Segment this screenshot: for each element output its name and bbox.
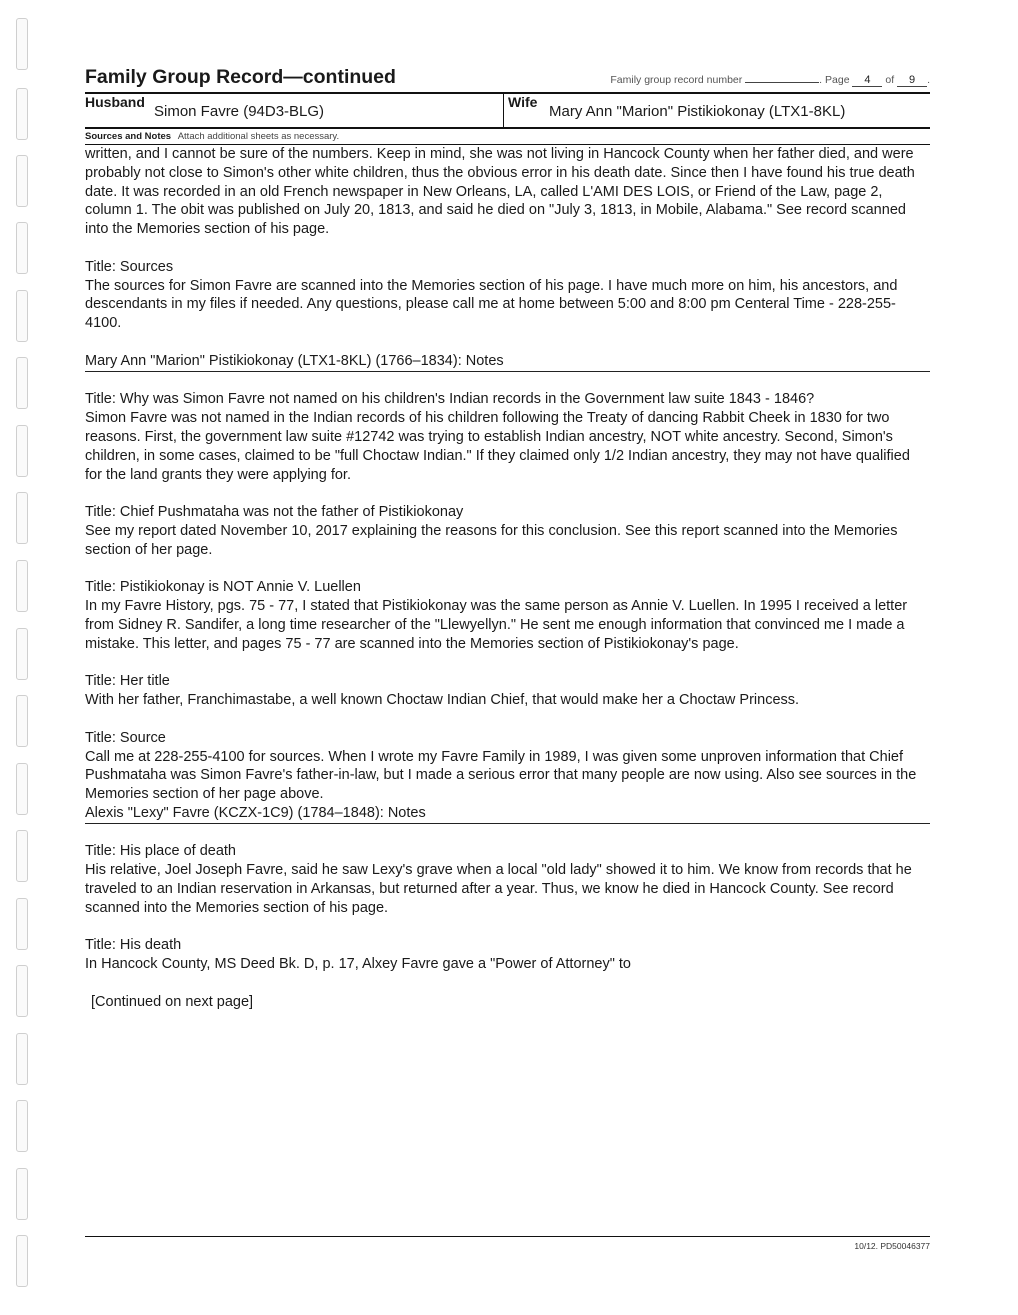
- binder-hole: [16, 1235, 28, 1287]
- binder-hole: [16, 425, 28, 477]
- note-paragraph: Title: His place of death: [85, 843, 236, 860]
- spouse-row: [85, 92, 930, 129]
- record-number-field: [745, 82, 819, 83]
- note-paragraph: Title: Her title: [85, 673, 170, 690]
- note-paragraph: Title: Sources: [85, 258, 174, 275]
- husband-cell: [85, 94, 504, 127]
- paragraph-gap: [85, 484, 930, 503]
- note-paragraph: In Hancock County, MS Deed Bk. D, p. 17, Alxey Favre gave a "Power of Attorney" to: [85, 956, 631, 973]
- binder-hole: [16, 357, 28, 409]
- form-code: 10/12. PD50046377: [854, 1241, 930, 1251]
- paragraph-gap: [85, 333, 930, 352]
- paragraph-gap: [85, 560, 930, 579]
- binder-hole: [16, 222, 28, 274]
- note-paragraph: Title: Why was Simon Favre not named on his children's Indian records in the Government law suite 1843 - 1846?: [85, 391, 815, 408]
- binder-hole: [16, 1168, 28, 1220]
- note-paragraph: Title: Source: [85, 729, 166, 746]
- paragraph-gap: [85, 918, 930, 937]
- note-paragraph: The sources for Simon Favre are scanned into the Memories section of his page. I have much more on him, his ancestors, and descendants in my files if needed. Any questions, please call me at home between 5:00 and 8:00 pm Centeral Time - 228-255-4100.: [85, 277, 898, 332]
- husband-label: Husband: [85, 94, 145, 110]
- note-paragraph: In my Favre History, pgs. 75 - 77, I stated that Pistikiokonay was the same person as Annie V. Luellen. In 1995 I received a letter from Sidney R. Sandifer, a long time researcher of the "Llewyellyn." He sent me enough information that convinced me I made a mistake. This letter, and pages 75 - 77 are scanned into the Memories section of Pistikiokonay's page.: [85, 598, 908, 652]
- binder-hole: [16, 18, 28, 70]
- page-label: Page: [825, 74, 850, 86]
- bottom-rule: [85, 1236, 930, 1237]
- note-paragraph: written, and I cannot be sure of the numbers. Keep in mind, she was not living in Hancock County when her father died, and were probably not close to Simon's other white children, thus the obvious error in his death date. Since then I have found his true death date. It was recorded in an old French newspaper in New Orleans, LA, called L'AMI DES LOIS, or Friend of the Law, page 2, column 1. The obit was published on July 20, 1813, and said he died on "July 3, 1813, in Mobile, Alabama." See record scanned into the Memories section of his page.: [85, 146, 915, 238]
- paragraph-gap: [85, 824, 930, 843]
- paragraph-gap: [85, 239, 930, 258]
- binder-hole: [16, 965, 28, 1017]
- note-paragraph: Call me at 228-255-4100 for sources. When I wrote my Favre Family in 1989, I was given some unproven information that Chief Pushmataha was Simon Favre's father-in-law, but I made a serious error that many people are now using. Also see sources in the Memories section of her page above.: [85, 748, 917, 803]
- note-paragraph: Title: Pistikiokonay is NOT Annie V. Luellen: [85, 579, 361, 596]
- section-heading: Mary Ann "Marion" Pistikiokonay (LTX1-8KL) (1766–1834): Notes: [85, 352, 930, 372]
- binder-hole: [16, 155, 28, 207]
- paragraph-gap: [85, 710, 930, 729]
- page-title: Family Group Record—continued: [85, 66, 396, 88]
- binder-hole: [16, 88, 28, 140]
- record-number-label: Family group record number: [610, 74, 743, 86]
- binder-hole: [16, 1033, 28, 1085]
- binder-hole: [16, 492, 28, 544]
- record-header: [85, 60, 930, 92]
- note-paragraph: With her father, Franchimastabe, a well known Choctaw Indian Chief, that would make her a Choctaw Princess.: [85, 692, 800, 709]
- note-paragraph: See my report dated November 10, 2017 explaining the reasons for this conclusion. See this report scanned into the Memories section of her page.: [85, 522, 898, 558]
- record-meta: Family group record number . Page 4 of 9 .: [610, 74, 930, 86]
- binder-hole: [16, 898, 28, 950]
- of-label: of: [885, 74, 895, 86]
- note-paragraph: Title: His death: [85, 937, 182, 954]
- continued-note: [Continued on next page]: [91, 993, 254, 1010]
- wife-name: Mary Ann "Marion" Pistikiokonay (LTX1-8KL): [549, 103, 846, 120]
- binder-hole: [16, 628, 28, 680]
- husband-name: Simon Favre (94D3-BLG): [154, 103, 325, 120]
- page-total: 9: [897, 74, 927, 87]
- section-heading: Alexis "Lexy" Favre (KCZX-1C9) (1784–1848): Notes: [85, 804, 930, 824]
- wife-label: Wife: [508, 94, 538, 110]
- paragraph-gap: [85, 654, 930, 673]
- binder-hole: [16, 695, 28, 747]
- sources-note: Attach additional sheets as necessary.: [177, 131, 340, 142]
- note-paragraph: His relative, Joel Joseph Favre, said he saw Lexy's grave when a local "old lady" showed it to him. We know from records that he traveled to an Indian reservation in Arkansas, but returned after a year. Thus, we know he died in Hancock County. See record scanned into the Memories section of his page.: [85, 862, 912, 916]
- sources-label: Sources and Notes: [85, 131, 172, 142]
- binder-hole: [16, 830, 28, 882]
- paragraph-gap: [85, 974, 930, 993]
- family-group-record-page: [85, 60, 930, 1012]
- paragraph-gap: [85, 372, 930, 391]
- binder-hole: [16, 1100, 28, 1152]
- note-paragraph: Simon Favre was not named in the Indian records of his children following the Treaty of dancing Rabbit Cheek in 1830 for two reasons. First, the government law suite #12742 was trying to establish Indian ancestry, NOT white ancestry. Second, Simon's children, in some cases, claimed to be "full Choctaw Indian." If they claimed only 1/2 Indian ancestry, they may not have qualified for the land grants they were applying for.: [85, 410, 910, 483]
- binder-hole: [16, 763, 28, 815]
- binder-hole: [16, 560, 28, 612]
- sources-notes-header: [85, 129, 930, 145]
- note-paragraph: Title: Chief Pushmataha was not the father of Pistikiokonay: [85, 504, 464, 521]
- notes-content: [85, 145, 930, 1012]
- binder-hole: [16, 290, 28, 342]
- page-number: 4: [852, 74, 882, 87]
- wife-cell: [505, 94, 930, 127]
